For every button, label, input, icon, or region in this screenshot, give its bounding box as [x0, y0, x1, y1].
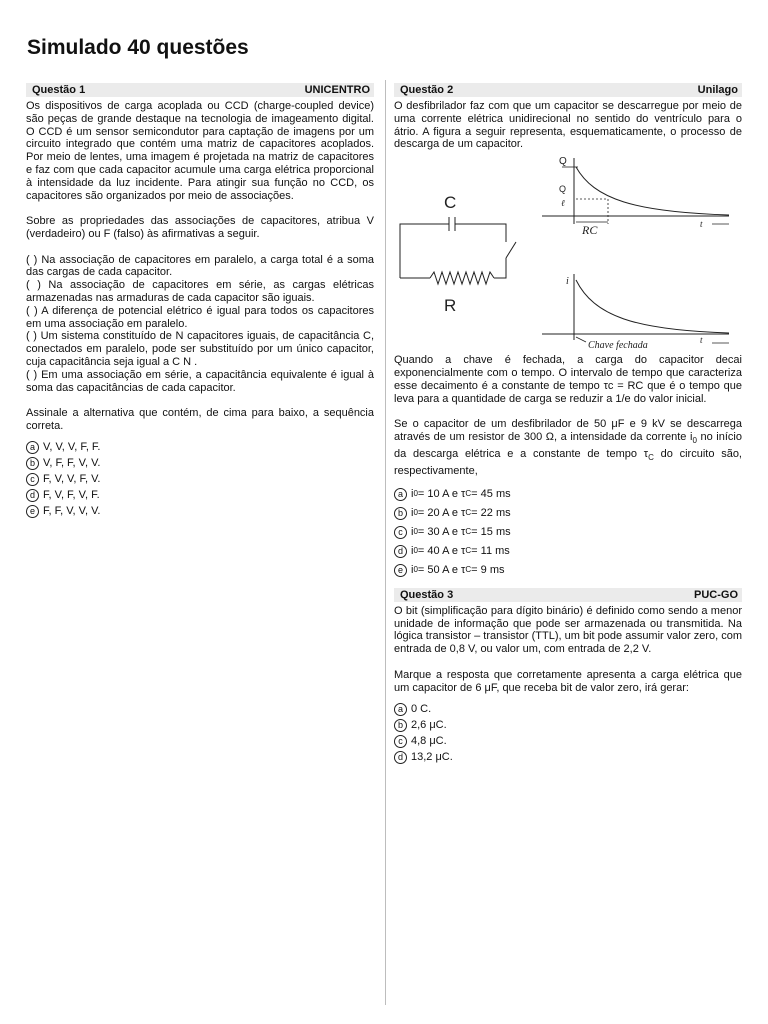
column-divider — [385, 80, 386, 1005]
question-3-header — [394, 588, 742, 602]
option-letter-circle: e — [394, 564, 407, 577]
switch-pointer — [576, 337, 586, 342]
charge-t-label: t — [700, 219, 703, 230]
option-i: i — [411, 506, 414, 519]
option-mid: = 20 A e τ — [417, 506, 466, 519]
q2-prompt-part-2: no início da descarga elétrica e a constante de tempo τ — [394, 430, 742, 460]
capacitor-label: C — [444, 193, 457, 213]
option-i-sub: 0 — [413, 545, 418, 555]
left-column — [26, 83, 374, 520]
charge-qe-den: ℓ — [561, 198, 565, 209]
switch-blade — [506, 242, 516, 258]
charge-decay-curve — [576, 167, 729, 215]
right-column — [394, 83, 742, 765]
q3-option-c[interactable] — [394, 733, 742, 749]
option-letter-circle: d — [394, 545, 407, 558]
option-text: F, V, V, F, V. — [43, 473, 101, 486]
q2-prompt-part-1: Se o capacitor de um desfibrilador de 50 μF e 9 kV se descarrega através de um resistor de 300 Ω, a intensidade da corrente i — [394, 418, 742, 443]
option-letter-circle: d — [394, 751, 407, 764]
option-text: F, V, F, V, F. — [43, 489, 100, 502]
q2-option-a[interactable] — [394, 485, 742, 504]
option-text: 4,8 μC. — [411, 734, 447, 747]
circuit-wire-top-right — [455, 224, 506, 242]
charge-graph — [542, 158, 729, 224]
option-text: F, F, V, V, V. — [43, 505, 101, 518]
question-2-header — [394, 83, 742, 97]
charge-qe-num: Q — [559, 184, 567, 195]
question-3-label: Questão 3 — [400, 588, 454, 601]
option-i: i — [411, 525, 414, 538]
option-mid: = 50 A e τ — [417, 563, 466, 576]
q2-option-e[interactable] — [394, 561, 742, 580]
question-2-label: Questão 2 — [400, 84, 454, 96]
option-letter-circle: c — [394, 526, 407, 539]
q2-intro: O desfibrilador faz com que um capacitor se descarregue por meio de uma corrente elétrica unidirecional no sentido do ventrículo para o átrio. A figura a seguir representa, esquematicamente, o processo de descarga de um capacitor. — [394, 100, 742, 151]
q1-option-e[interactable] — [26, 504, 374, 520]
option-end: = 22 ms — [471, 506, 511, 519]
circuit-wire-right — [494, 258, 506, 278]
option-letter-circle: e — [26, 505, 39, 518]
option-i-sub: 0 — [413, 526, 418, 536]
q1-statement-1: ( ) Na associação de capacitores em paralelo, a carga total é a soma das cargas de cada capacitor. — [26, 253, 374, 279]
option-letter-circle: c — [394, 735, 407, 748]
circuit-wire-top-left — [400, 224, 449, 278]
current-decay-curve — [576, 280, 729, 333]
switch-closed-label: Chave fechada — [588, 340, 648, 351]
page-title: Simulado 40 questões — [27, 36, 249, 59]
q2-prompt — [394, 418, 742, 478]
option-i-sub: 0 — [413, 564, 418, 574]
q3-option-a[interactable] — [394, 701, 742, 717]
option-end: = 45 ms — [471, 487, 511, 500]
q3-intro: O bit (simplificação para dígito binário) é definido como sendo a menor unidade de informação que pode ser armazenada ou transmitida. Na lógica transistor – transistor (TTL), um bit pode assumir valor zero, com entrada de 0,8 V, ou valor um, com entrada de 2,2 V. — [394, 604, 742, 656]
q1-instruction: Sobre as propriedades das associações de capacitores, atribua V (verdadeiro) ou F (falso) às afirmativas a seguir. — [26, 215, 374, 240]
option-letter-circle: b — [394, 507, 407, 520]
option-letter-circle: a — [394, 488, 407, 501]
charge-q-label: Q — [559, 156, 567, 168]
resistor-zigzag — [430, 272, 494, 284]
q2-prompt-sub-1: 0 — [692, 436, 697, 446]
q3-option-d[interactable] — [394, 749, 742, 765]
rc-label: RC — [582, 223, 598, 238]
q1-option-b[interactable] — [26, 456, 374, 472]
q2-option-b[interactable] — [394, 504, 742, 523]
question-1-header — [26, 83, 374, 97]
option-end: = 11 ms — [471, 544, 510, 557]
q1-options — [26, 440, 374, 520]
current-i-label: i — [566, 276, 569, 288]
rc-discharge-figure — [394, 154, 739, 350]
q1-prompt: Assinale a alternativa que contém, de cima para baixo, a sequência correta. — [26, 407, 374, 432]
option-tau-sub: C — [465, 545, 472, 555]
option-mid: = 10 A e τ — [417, 487, 466, 500]
option-end: = 15 ms — [471, 525, 511, 538]
option-tau-sub: C — [465, 564, 472, 574]
q3-option-b[interactable] — [394, 717, 742, 733]
option-tau-sub: C — [465, 526, 472, 536]
resistor-label: R — [444, 296, 457, 316]
option-letter-circle: c — [26, 473, 39, 486]
option-letter-circle: d — [26, 489, 39, 502]
question-1-label: Questão 1 — [32, 84, 86, 96]
option-letter-circle: a — [26, 441, 39, 454]
option-text: 0 C. — [411, 702, 432, 715]
rc-circuit-diagram — [400, 217, 516, 284]
q1-statement-4: ( ) Um sistema constituído de N capacitores iguais, de capacitância C, conectados em paralelo, pode ser substituído por um único capacitor, cuja capacitância seja igual a C N . — [26, 330, 374, 368]
option-end: = 9 ms — [471, 563, 505, 576]
option-text: 2,6 μC. — [411, 718, 447, 731]
q2-prompt-part-3: do circuito são, respectivamente, — [394, 447, 742, 477]
option-i: i — [411, 544, 414, 557]
option-i: i — [411, 487, 414, 500]
option-letter-circle: b — [394, 719, 407, 732]
q2-options — [394, 485, 742, 580]
option-i-sub: 0 — [413, 488, 418, 498]
q1-statement-2: ( ) Na associação de capacitores em série, as cargas elétricas armazenadas nas armaduras de cada capacitor são iguais. — [26, 279, 374, 304]
q2-prompt-sub-2: C — [648, 453, 654, 463]
option-mid: = 30 A e τ — [417, 525, 466, 538]
q1-option-d[interactable] — [26, 488, 374, 504]
q3-options — [394, 701, 742, 765]
q1-statement-5: ( ) Em uma associação em série, a capacitância equivalente é igual à soma das capacitâncias de cada capacitor. — [26, 368, 374, 394]
q2-option-c[interactable] — [394, 523, 742, 542]
option-tau-sub: C — [465, 488, 472, 498]
current-t-label: t — [700, 335, 703, 346]
question-3-source: PUC-GO — [694, 588, 738, 601]
q3-prompt: Marque a resposta que corretamente apresenta a carga elétrica que um capacitor de 6 μF, que receba bit de valor zero, irá gerar: — [394, 668, 742, 694]
q1-intro: Os dispositivos de carga acoplada ou CCD (charge-coupled device) são peças de grande destaque na tecnologia de imageamento digital. O CCD é um sensor semicondutor para captação de imagens por um circuito integrado que contém uma matriz de capacitores acoplados. Por meio de lentes, uma imagem é projetada na matriz de capacitores e faz com que cada capacitor acumule uma carga elétrica proporcional à intensidade da luz incidente. Para atingir sua função no CCD, os capacitores são organizados por meio de associações. — [26, 100, 374, 202]
q1-option-c[interactable] — [26, 472, 374, 488]
question-1-source: UNICENTRO — [304, 84, 370, 96]
option-text: V, F, F, V, V. — [43, 457, 101, 470]
q2-option-d[interactable] — [394, 542, 742, 561]
option-tau-sub: C — [465, 507, 472, 517]
option-text: V, V, V, F, F. — [43, 441, 101, 454]
option-letter-circle: b — [26, 457, 39, 470]
question-2-source: Unilago — [697, 84, 738, 96]
option-mid: = 40 A e τ — [417, 544, 466, 557]
option-i: i — [411, 563, 414, 576]
option-text: 13,2 μC. — [411, 750, 453, 763]
q1-statement-3: ( ) A diferença de potencial elétrico é igual para todos os capacitores em uma associação em paralelo. — [26, 304, 374, 330]
q1-option-a[interactable] — [26, 440, 374, 456]
option-letter-circle: a — [394, 703, 407, 716]
q2-explanation: Quando a chave é fechada, a carga do capacitor decai exponencialmente com o tempo. O intervalo de tempo que caracteriza esse decaimento é a constante de tempo τc = RC que é o tempo que leva para a quantidade de carga se reduzir a 1/e do valor inicial. — [394, 354, 742, 405]
option-i-sub: 0 — [413, 507, 418, 517]
